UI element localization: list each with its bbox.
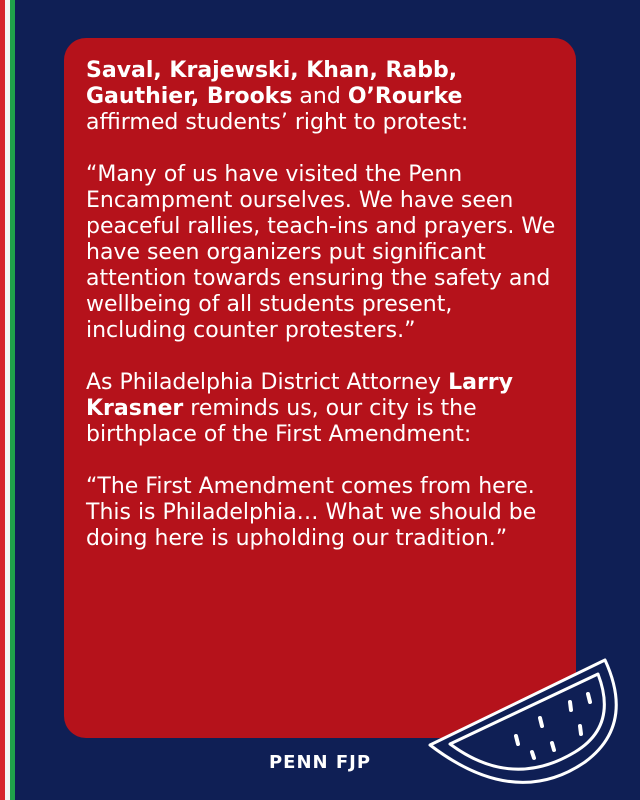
intro-conjunction: and: [292, 84, 348, 109]
statement-card: [64, 38, 576, 738]
krasner-paragraph: [86, 370, 558, 448]
krasner-name: Larry Krasner: [86, 370, 513, 421]
representative-names: Saval, Krajewski, Khan, Rabb, Gauthier, Brooks: [86, 58, 458, 109]
quote-encampment: “Many of us have visited the Penn Encampment ourselves. We have seen peaceful rallies, teach-ins and prayers. We have seen organizers put significant attention towards ensuring the safety and wellbeing of all students present, including counter protesters.”: [86, 162, 556, 343]
krasner-text: reminds us, our city is the birthplace of the First Amendment:: [86, 396, 477, 447]
representative-last-name: O’Rourke: [347, 84, 463, 109]
krasner-intro: As Philadelphia District Attorney: [86, 370, 449, 395]
org-label: PENN FJP: [268, 752, 372, 773]
flag-stripe-green: [10, 0, 15, 800]
quote-first-amendment: “The First Amendment comes from here. This is Philadelphia… What we should be doing here is upholding our tradition.”: [86, 474, 537, 551]
intro-paragraph: [86, 58, 558, 136]
intro-text: affirmed students’ right to protest:: [86, 110, 469, 135]
